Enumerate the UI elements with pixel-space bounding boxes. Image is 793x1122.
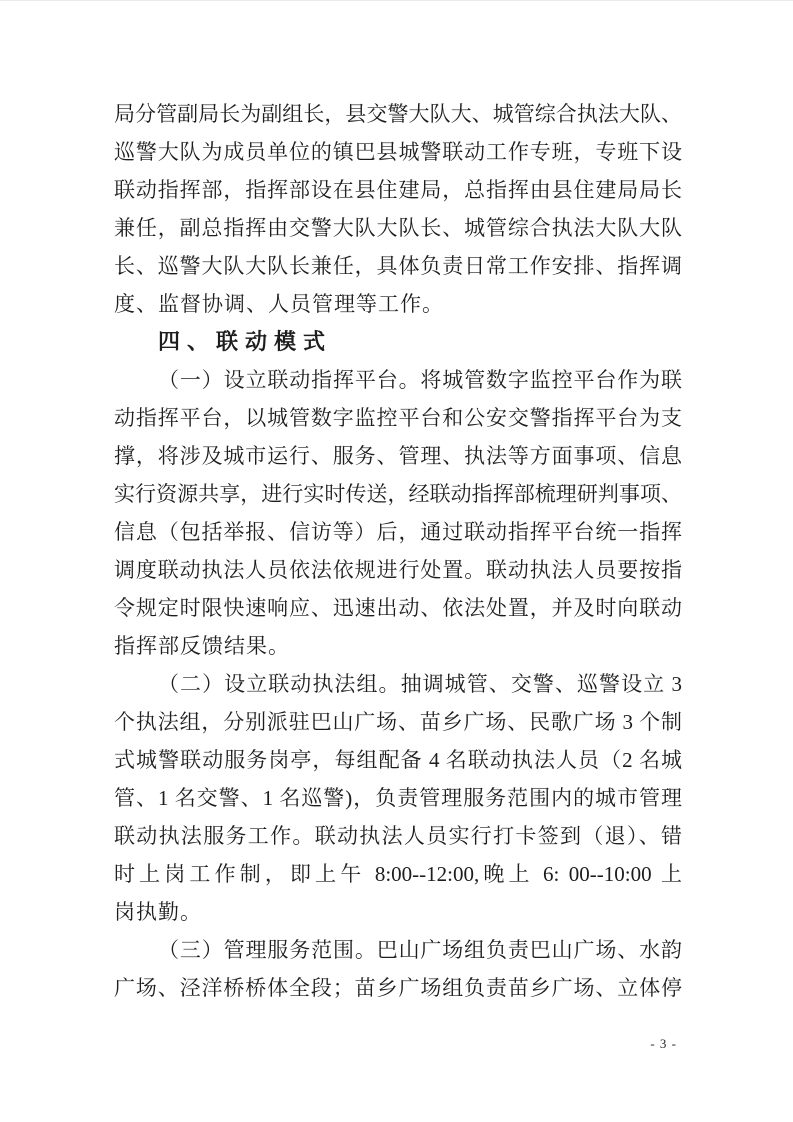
text-line: 实行资源共享，进行实时传送，经联动指挥部梳理研判事项、 xyxy=(114,482,682,506)
text-line: 管、1 名交警、1 名巡警)，负责管理服务范围内的城市管理 xyxy=(114,786,682,810)
text-line: （二）设立联动执法组。抽调城管、交警、巡警设立 3 xyxy=(158,672,682,696)
document-body xyxy=(114,95,682,1007)
text-line: 信息（包括举报、信访等）后，通过联动指挥平台统一指挥 xyxy=(114,520,682,544)
text-line: （三）管理服务范围。巴山广场组负责巴山广场、水韵 xyxy=(158,938,682,962)
scan-artifact-line xyxy=(0,0,793,1)
text-line: 令规定时限快速响应、迅速出动、依法处置，并及时向联动 xyxy=(114,596,682,620)
section-heading: 四、联动模式 xyxy=(158,329,333,354)
text-line: 广场、泾洋桥桥体全段；苗乡广场组负责苗乡广场、立体停 xyxy=(114,976,682,1000)
text-line: 联动指挥部，指挥部设在县住建局，总指挥由县住建局局长 xyxy=(114,178,682,202)
text-line: 个执法组，分别派驻巴山广场、苗乡广场、民歌广场 3 个制 xyxy=(114,710,682,734)
text-line: 局分管副局长为副组长，县交警大队大、城管综合执法大队、 xyxy=(114,102,682,126)
text-line: 撑，将涉及城市运行、服务、管理、执法等方面事项、信息 xyxy=(114,444,682,468)
text-line: 巡警大队为成员单位的镇巴县城警联动工作专班，专班下设 xyxy=(114,140,682,164)
text-line: 岗执勤。 xyxy=(114,900,202,924)
text-line: 联动执法服务工作。联动执法人员实行打卡签到（退）、错 xyxy=(114,824,682,848)
text-line: 度、监督协调、人员管理等工作。 xyxy=(114,292,444,316)
page-number: - 3 - xyxy=(650,1036,677,1051)
text-line: 调度联动执法人员依法依规进行处置。联动执法人员要按指 xyxy=(114,558,682,582)
text-line: 指挥部反馈结果。 xyxy=(114,634,290,658)
text-line: 时上岗工作制，即上午 8:00--12:00,晚上 6: 00--10:00 上 xyxy=(114,862,682,886)
text-line: （一）设立联动指挥平台。将城管数字监控平台作为联 xyxy=(158,368,682,392)
text-line: 兼任，副总指挥由交警大队大队长、城管综合执法大队大队 xyxy=(114,216,682,240)
text-line: 动指挥平台，以城管数字监控平台和公安交警指挥平台为支 xyxy=(114,406,682,430)
text-line: 式城警联动服务岗亭，每组配备 4 名联动执法人员（2 名城 xyxy=(114,748,682,772)
text-line: 长、巡警大队大队长兼任，具体负责日常工作安排、指挥调 xyxy=(114,254,682,278)
